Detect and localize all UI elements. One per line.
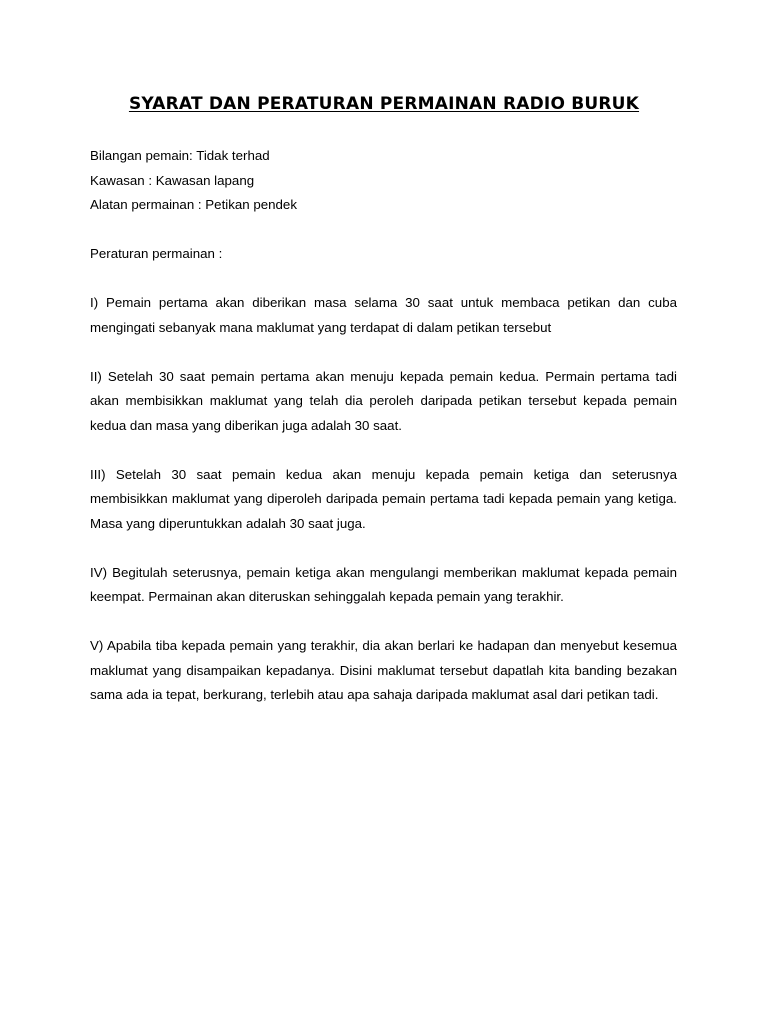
spacer <box>90 536 677 561</box>
rule-4: IV) Begitulah seterusnya, pemain ketiga akan mengulangi memberikan maklumat kepada pemain keempat. Permainan akan diteruskan sehinggalah kepada pemain yang terakhir. <box>90 564 677 604</box>
spacer <box>90 267 677 292</box>
rule-1: I) Pemain pertama akan diberikan masa selama 30 saat untuk membaca petikan dan cuba mengingati sebanyak mana maklumat yang terdapat di dalam petikan tersebut <box>90 295 677 335</box>
info-players: Bilangan pemain: Tidak terhad <box>90 148 270 163</box>
spacer <box>90 438 677 463</box>
spacer <box>90 340 677 365</box>
rule-3: III) Setelah 30 saat pemain kedua akan menuju kepada pemain ketiga dan seterusnya membisikkan maklumat yang diperoleh daripada pemain pertama tadi kepada pemain yang ketiga. Masa yang diperuntukkan adalah 30 saat juga. <box>90 466 677 531</box>
info-area: Kawasan : Kawasan lapang <box>90 172 255 188</box>
rules-heading: Peraturan permainan : <box>90 246 223 261</box>
document-title: SYARAT DAN PERATURAN PERMAINAN RADIO BURUK <box>128 94 640 114</box>
spacer <box>90 218 677 243</box>
info-equipment: Alatan permainan : Petikan pendek <box>90 197 297 212</box>
rule-2: II) Setelah 30 saat pemain pertama akan menuju kepada pemain kedua. Permain pertama tadi akan membisikkan maklumat yang telah dia peroleh daripada petikan tersebut kepada pemain kedua dan masa yang diberikan juga adalah 30 saat. <box>90 368 677 433</box>
document-body <box>90 144 677 708</box>
rule-5: V) Apabila tiba kepada pemain yang terakhir, dia akan berlari ke hadapan dan menyebut kesemua maklumat yang disampaikan kepadanya. Disini maklumat tersebut dapatlah kita banding bezakan sama ada ia tepat, berkurang, terlebih atau apa sahaja daripada maklumat asal dari petikan tadi. <box>90 638 677 702</box>
spacer <box>90 610 677 635</box>
